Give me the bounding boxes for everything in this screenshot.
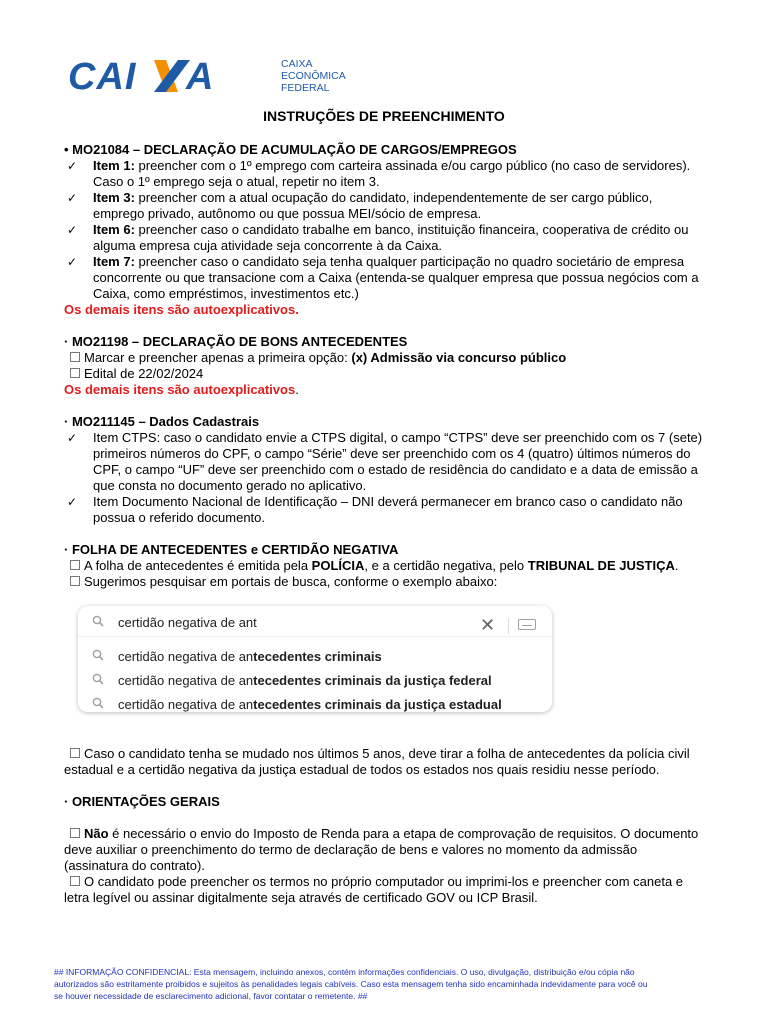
- list-item: ✓ Item Documento Nacional de Identificação – DNI deverá permanecer em branco caso o candidato não possua o referido documento.: [67, 494, 683, 525]
- caixa-logo: [68, 56, 223, 96]
- clear-icon: ✕: [480, 615, 496, 635]
- checkmark-icon: ✓: [67, 191, 78, 205]
- note-red: Os demais itens são autoexplicativos.: [64, 302, 299, 317]
- divider: [78, 636, 552, 637]
- checkbox-icon: [70, 876, 80, 886]
- text-line: Edital de 22/02/2024: [64, 366, 704, 382]
- svg-text:A: A: [186, 56, 214, 96]
- search-icon: [92, 697, 104, 713]
- section-heading-orientacoes: · ORIENTAÇÕES GERAIS: [64, 794, 220, 809]
- checkbox-icon: [70, 368, 80, 378]
- search-example-screenshot: [78, 606, 552, 712]
- text-paragraph: O candidato pode preencher os termos no próprio computador ou imprimi-los e preencher com caneta e letra legível ou assinar digitalmente seja através de certificado GOV ou ICP Brasil.: [64, 874, 684, 905]
- text-paragraph: Caso o candidato tenha se mudado nos últimos 5 anos, deve tirar a folha de antecedentes da polícia civil estadual e a certidão negativa da justiça estadual de todos os estados nos quais residiu nesse período.: [64, 746, 690, 777]
- list-item: ✓ Item 1: preencher com o 1º emprego com carteira assinada e/ou cargo público (no caso de servidores). Caso o 1º emprego seja o atual, repetir no item 3.: [67, 158, 691, 189]
- keyboard-icon: [518, 619, 536, 630]
- search-suggestion: certidão negativa de antecedentes criminais da justiça estadual: [78, 694, 552, 716]
- checkmark-icon: ✓: [67, 255, 78, 269]
- divider: [508, 618, 509, 634]
- search-icon: [92, 649, 104, 665]
- svg-text:CAI: CAI: [68, 56, 137, 96]
- search-icon: [92, 673, 104, 689]
- text-paragraph: Não é necessário o envio do Imposto de Renda para a etapa de comprovação de requisitos. O documento deve auxiliar o preenchimento do termo de declaração de bens e valores no momento da admissão (assinatura do contrato).: [64, 826, 699, 873]
- search-suggestion: certidão negativa de antecedentes criminais da justiça federal: [78, 670, 552, 692]
- checkbox-icon: [70, 828, 80, 838]
- checkbox-icon: [70, 748, 80, 758]
- section-heading-mo211145: · MO211145 – Dados Cadastrais: [64, 414, 260, 429]
- document-body: [64, 142, 704, 906]
- checkmark-icon: ✓: [67, 159, 78, 173]
- section-heading-mo21084: • MO21084 – DECLARAÇÃO DE ACUMULAÇÃO DE CARGOS/EMPREGOS: [64, 142, 517, 157]
- checkmark-icon: ✓: [67, 431, 78, 445]
- search-input: certidão negativa de ant ✕: [78, 612, 552, 634]
- page-title: INSTRUÇÕES DE PREENCHIMENTO: [263, 108, 505, 124]
- text-line: Sugerimos pesquisar em portais de busca, conforme o exemplo abaixo:: [64, 574, 704, 590]
- list-item: ✓ Item 3: preencher com a atual ocupação do candidato, independentemente de ser cargo público, emprego privado, autônomo ou que possua MEI/sócio de empresa.: [67, 190, 653, 221]
- checkbox-icon: [70, 576, 80, 586]
- text-line: Marcar e preencher apenas a primeira opção: (x) Admissão via concurso público: [64, 350, 704, 366]
- list-item: ✓ Item 7: preencher caso o candidato seja tenha qualquer participação no quadro societário de empresa concorrente ou que transacione com a Caixa (entenda-se qualquer empresa que possua negócios com a Caixa, como empréstimos, investimentos etc.): [67, 254, 699, 301]
- note-red: Os demais itens são autoexplicativos.: [64, 382, 299, 397]
- text-line: A folha de antecedentes é emitida pela POLÍCIA, e a certidão negativa, pelo TRIBUNAL DE JUSTIÇA.: [64, 558, 704, 574]
- search-suggestion: certidão negativa de antecedentes criminais: [78, 646, 552, 668]
- list-item: ✓ Item 6: preencher caso o candidato trabalhe em banco, instituição financeira, cooperativa de crédito ou alguma empresa cuja atividade seja concorrente à da Caixa.: [67, 222, 689, 253]
- section-heading-mo21198: · MO21198 – DECLARAÇÃO DE BONS ANTECEDENTES: [64, 334, 408, 349]
- checkmark-icon: ✓: [67, 223, 78, 237]
- confidentiality-footer: ## INFORMAÇÃO CONFIDENCIAL: Esta mensagem, incluindo anexos, contém informações confidenciais. O uso, divulgação, distribuição e/ou cópia não autorizados são estritamente proibidos e sujeitos às penalidades legais cabíveis. Caso esta mensagem tenha sido encaminhada indevidamente para você ou se houver necessidade de esclarecimento adicional, favor contatar o remetente. ##: [54, 967, 648, 1001]
- list-item: ✓ Item CTPS: caso o candidato envie a CTPS digital, o campo “CTPS” deve ser preenchido com os 7 (sete) primeiros números do CPF, o campo “Série” deve ser preenchido com os 4 (quatro) últimos números do CPF, o campo “UF” deve ser preenchido com o estado de residência do candidato e a data de emissão a que consta no documento gerado no aplicativo.: [67, 430, 703, 493]
- checkbox-icon: [70, 352, 80, 362]
- section-heading-antecedentes: · FOLHA DE ANTECEDENTES e CERTIDÃO NEGATIVA: [64, 542, 399, 557]
- checkbox-icon: [70, 560, 80, 570]
- caixa-sub-logo: CAIXA ECONÔMICA FEDERAL: [281, 58, 346, 94]
- checkmark-icon: ✓: [67, 495, 78, 509]
- search-icon: [92, 615, 104, 631]
